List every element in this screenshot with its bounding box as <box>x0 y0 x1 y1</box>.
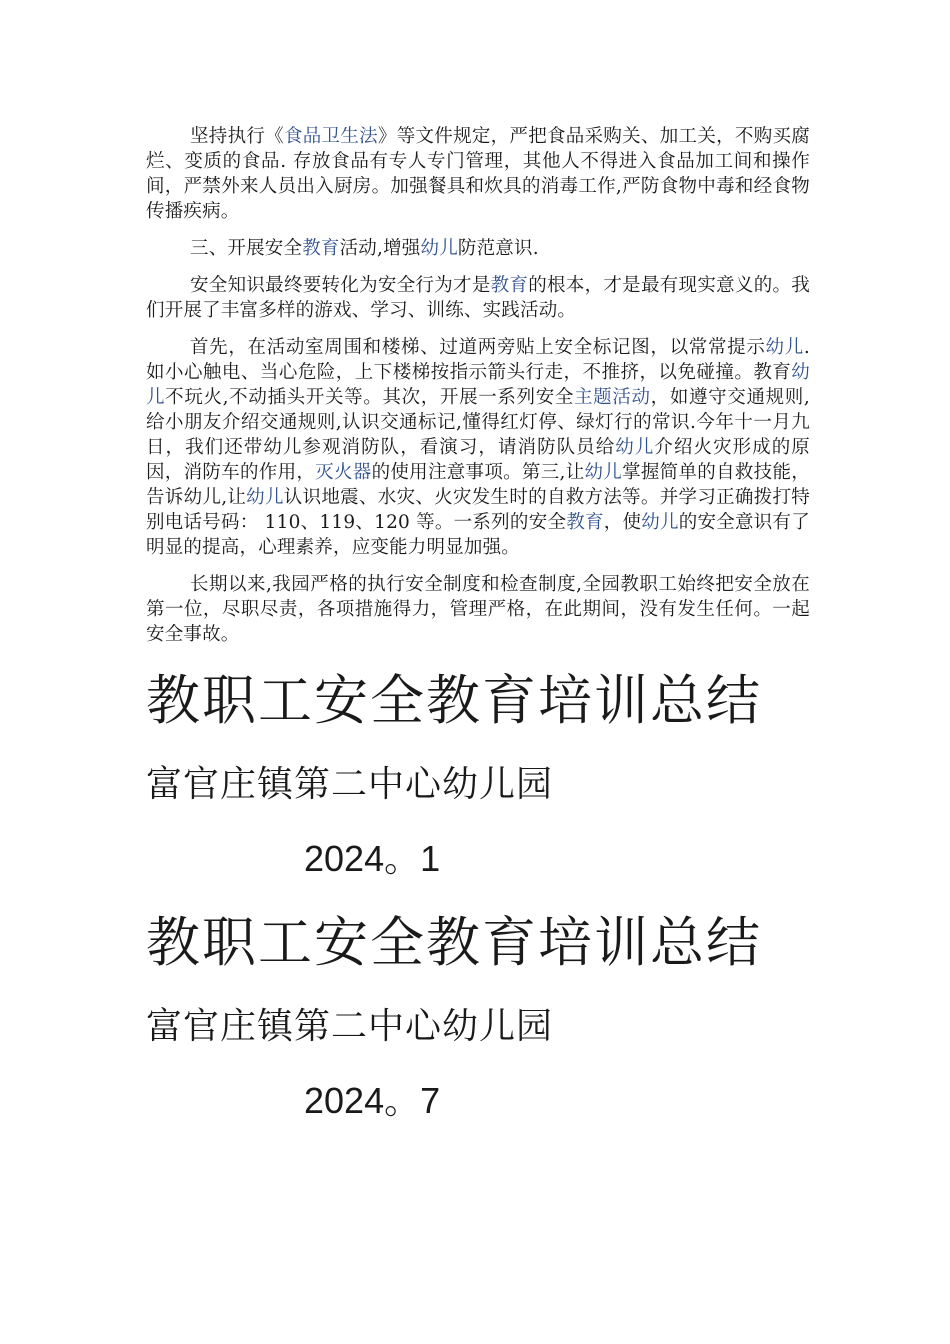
body-text <box>146 124 810 647</box>
keyword-link[interactable]: 幼儿 <box>765 337 804 358</box>
document-title: 教职工安全教育培训总结 <box>146 911 762 974</box>
keyword-link[interactable]: 幼儿 <box>641 512 679 533</box>
keyword-link[interactable]: 幼儿 <box>615 437 655 458</box>
text-run: 掌握简单的自救技能，告诉幼儿,让 <box>146 462 810 508</box>
paragraph <box>146 572 810 647</box>
document-page <box>146 124 810 1123</box>
text-run: 的根本，才是最有现实意义的。我们开展了丰富多样的游戏、学习、训练、实践活动。 <box>146 275 810 321</box>
keyword-link[interactable]: 幼儿 <box>584 462 623 483</box>
document-title: 教职工安全教育培训总结 <box>146 669 762 732</box>
text-run: 》等文件规定，严把食品采购关、加工关，不购买腐烂、变质的食品. 存放食品有专人专门管理，其他人不得进入食品加工间和操作间，严禁外来人员出入厨房。加强餐具和炊具的消毒工作,严防食物中毒和经食物传播疾病。 <box>146 126 810 222</box>
text-run: 首先，在活动室周围和楼梯、过道两旁贴上安全标记图，以常常提示 <box>190 337 766 358</box>
keyword-link[interactable]: 教育 <box>566 512 604 533</box>
keyword-link[interactable]: 教育 <box>490 275 529 296</box>
keyword-link[interactable]: 食品卫生法 <box>283 126 378 147</box>
title-block-2 <box>146 911 810 1123</box>
text-run: 防范意识. <box>457 238 539 259</box>
text-run: 的使用注意事项。第三,让 <box>371 462 585 483</box>
paragraph <box>146 236 810 261</box>
text-run: ，如遵守交通规则,给小朋友介绍交通规则,认识交通标记,懂得红灯停、绿灯行的常识.今年十一月九日，我们还带幼儿参观消防队，看演习，请消防队员给 <box>146 387 810 458</box>
paragraph <box>146 335 810 560</box>
text-run: 的安全意识有了明显的提高，心理素养，应变能力明显加强。 <box>146 512 810 558</box>
keyword-link[interactable]: 幼儿 <box>246 487 284 508</box>
text-run: 长期以来,我园严格的执行安全制度和检查制度,全园教职工始终把安全放在第一位，尽职尽责，各项措施得力，管理严格，在此期间，没有发生任何。一起安全事故。 <box>146 574 810 645</box>
text-run: 不玩火,不动插头开关等。其次，开展一系列安全 <box>165 387 575 408</box>
school-name: 富官庄镇第二中心幼儿园 <box>146 1006 554 1047</box>
text-run: 介绍火灾形成的原因，消防车的作用， <box>146 437 810 483</box>
keyword-link[interactable]: 灭火器 <box>315 462 372 483</box>
title-block-1 <box>146 669 810 881</box>
text-run: 坚持执行《 <box>190 126 284 147</box>
text-run: 安全知识最终要转化为安全行为才是 <box>190 275 491 296</box>
text-run: ，使 <box>603 512 642 533</box>
document-date: 2024。7 <box>304 1080 441 1121</box>
text-run: 活动,增强 <box>339 238 421 259</box>
text-run: 认识地震、水灾、火灾发生时的自救方法等。并学习正确拨打特别电话号码： 110、119、120 等。一系列的安全 <box>146 487 810 533</box>
keyword-link[interactable]: 幼儿 <box>146 362 810 408</box>
paragraph <box>146 273 810 323</box>
paragraph <box>146 124 810 224</box>
keyword-link[interactable]: 教育 <box>302 238 340 259</box>
document-date: 2024。1 <box>304 838 441 879</box>
school-name: 富官庄镇第二中心幼儿园 <box>146 764 554 805</box>
keyword-link[interactable]: 主题活动 <box>574 387 651 408</box>
text-run: .如小心触电、当心危险，上下楼梯按指示箭头行走，不推挤，以免碰撞。教育 <box>146 337 810 383</box>
keyword-link[interactable]: 幼儿 <box>420 238 458 259</box>
text-run: 三、开展安全 <box>190 238 303 259</box>
